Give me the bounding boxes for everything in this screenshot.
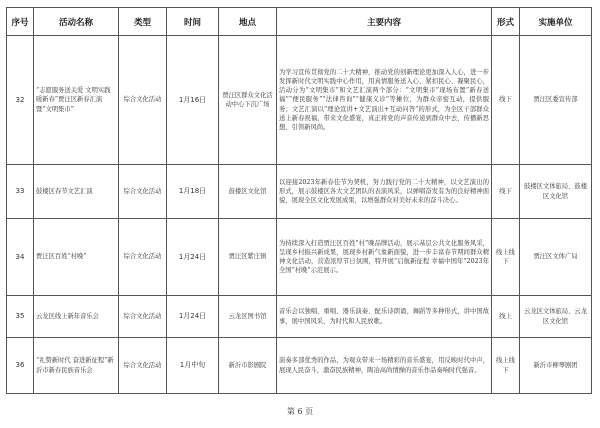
activity-table <box>6 7 592 394</box>
cell-form: 线上线下 <box>492 219 520 296</box>
cell-unit: 贾汪区委宣传部 <box>520 36 592 165</box>
table-header-row <box>7 8 592 36</box>
cell-form: 线下 <box>492 36 520 165</box>
header-name: 活动名称 <box>34 8 119 36</box>
cell-date: 1月24日 <box>167 296 219 338</box>
cell-no: 36 <box>7 338 34 394</box>
cell-name: “礼赞新时代 奋进新征程”新沂市新春民族音乐会 <box>34 338 119 394</box>
cell-type: 综合文化活动 <box>119 36 167 165</box>
header-form: 形式 <box>492 8 520 36</box>
cell-no: 33 <box>7 165 34 219</box>
cell-content: 为持续深入打造贾汪区百姓“村”晚品牌活动，展示基层公共文化服务风采，呈现乡村振兴新成果，展现乡村新气象新面貌，进一步丰富春节期间群众精神文化活动，营造浓厚节日氛围，特开展“启航新征程 幸福中国年”2023年全国“村晚”示范展示。 <box>277 219 492 296</box>
cell-unit: 云龙区文体旅局、云龙区文化馆 <box>520 296 592 338</box>
cell-no: 32 <box>7 36 34 165</box>
table-row <box>7 296 592 338</box>
header-unit: 实施单位 <box>520 8 592 36</box>
cell-place: 鼓楼区文化馆 <box>219 165 277 219</box>
header-no: 序号 <box>7 8 34 36</box>
cell-unit: 鼓楼区文体旅局、鼓楼区文化馆 <box>520 165 592 219</box>
cell-form: 线下 <box>492 165 520 219</box>
cell-type: 综合文化活动 <box>119 338 167 394</box>
cell-type: 综合文化活动 <box>119 219 167 296</box>
header-place: 地点 <box>219 8 277 36</box>
cell-place: 贾汪区群众文化活动中心下沉广场 <box>219 36 277 165</box>
table-row <box>7 338 592 394</box>
cell-unit: 新沂市柳琴剧团 <box>520 338 592 394</box>
cell-name: 云龙区线上新年音乐会 <box>34 296 119 338</box>
table-row <box>7 219 592 296</box>
cell-type: 综合文化活动 <box>119 165 167 219</box>
cell-name: “志愿服务送关爱 文明实践暖新春”贾汪区新春汇演暨“文明集市” <box>34 36 119 165</box>
cell-name: 鼓楼区春节文艺汇演 <box>34 165 119 219</box>
cell-no: 35 <box>7 296 34 338</box>
cell-date: 1月18日 <box>167 165 219 219</box>
cell-unit: 贾汪区文体广局 <box>520 219 592 296</box>
header-content: 主要内容 <box>277 8 492 36</box>
cell-name: 贾汪区百姓“村晚” <box>34 219 119 296</box>
table-row <box>7 165 592 219</box>
cell-date: 1月16日 <box>167 36 219 165</box>
cell-content: 为学习宣传贯彻党的二十大精神，推动党的创新理论更加深入人心，进一步发挥新时代文明实践中心作用，用真情服务送入心、紧扣民心、凝聚民心，活动分为“文明集市”和文艺汇演两个部分：“文明集市”现场布置“新春送福”“便民服务”“法律咨询”“健康义诊”等摊位，为群众亲密互动，提供服务；文艺汇演以“理论宣讲+文艺演出+互动问答”的形式，为全区干部群众送上新春祝福，带来文化盛宴，真正将党的声音传递到群众中去，传播新思想、引领新风尚。 <box>277 36 492 165</box>
cell-content: 以迎接2023年新春佳节为契机，努力践行党的二十大精神，以文艺演出的形式，展示鼓楼区各大文艺团队的表演风采，以弹唱奋发有为的良好精神面貌，展现全区文化发展成果，以增强群众对美好未来的奋斗决心。 <box>277 165 492 219</box>
header-date: 时间 <box>167 8 219 36</box>
cell-date: 1月中旬 <box>167 338 219 394</box>
page-number: 第 6 页 <box>286 407 314 416</box>
table-row <box>7 36 592 165</box>
cell-form: 线上线下 <box>492 338 520 394</box>
cell-content: 音乐会以独唱、重唱、器乐演奏、配乐诗朗诵、舞蹈等多种形式，讲中国故事，展中国风采，为时代和人民放歌。 <box>277 296 492 338</box>
cell-place: 贾汪区紫庄镇 <box>219 219 277 296</box>
cell-date: 1月24日 <box>167 219 219 296</box>
header-type: 类型 <box>119 8 167 36</box>
cell-type: 综合文化活动 <box>119 296 167 338</box>
cell-place: 云龙区图书馆 <box>219 296 277 338</box>
cell-form: 线上 <box>492 296 520 338</box>
cell-place: 新沂市影剧院 <box>219 338 277 394</box>
cell-no: 34 <box>7 219 34 296</box>
cell-content: 演奏多部优秀的作品，为观众带来一场精彩的音乐盛宴，用反映时代中声，展现人民奋斗，激奋民族精神，陶冶高尚情操的音乐作品奏响时代强音。 <box>277 338 492 394</box>
